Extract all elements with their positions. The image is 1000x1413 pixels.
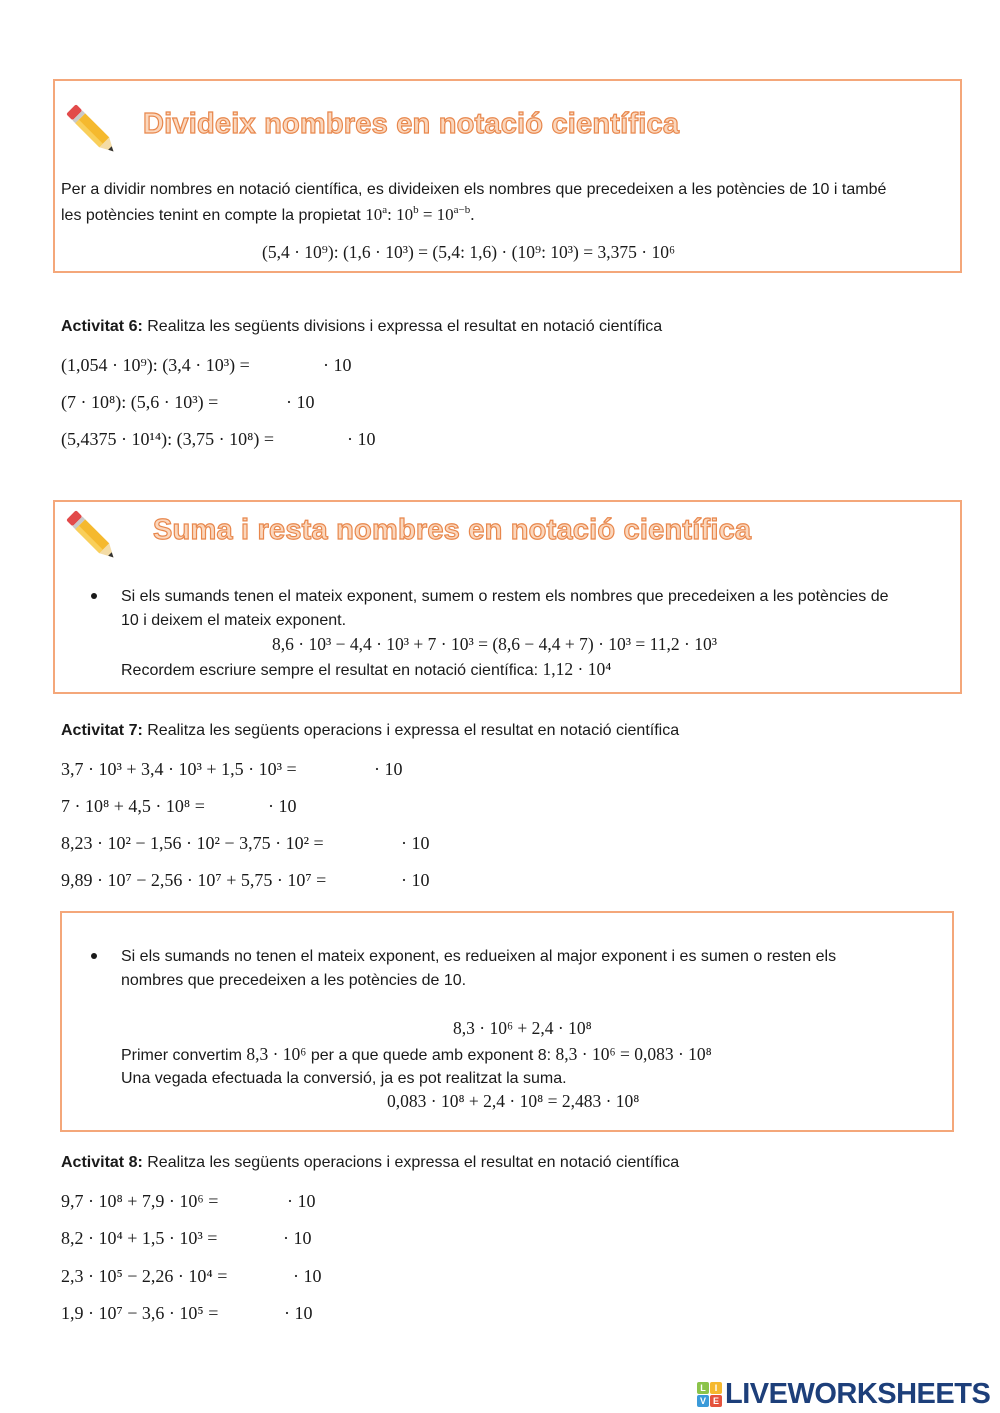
divide-text-line2-label: les potències tenint en compte la propietat bbox=[61, 207, 361, 224]
diff-example: 8,3 · 10⁶ + 2,4 · 10⁸ bbox=[453, 1018, 592, 1038]
diff-convert-result: 8,3 · 10⁶ = 0,083 · 10⁸ bbox=[555, 1044, 712, 1064]
activity8-exercise-2: 8,2 · 10⁴ + 1,5 · 10³ = bbox=[61, 1228, 218, 1248]
diff-bullet-line1: Si els sumands no tenen el mateix exponent, es redueixen al major exponent i es sumen o resten els bbox=[121, 948, 837, 965]
divide-text-line2 bbox=[61, 203, 475, 228]
divide-example: (5,4 · 10⁹): (1,6 · 10³) = (5,4: 1,6) · (10⁹: 10³) = 3,375 · 10⁶ bbox=[262, 242, 676, 262]
activity6-label: Activitat 6: bbox=[61, 318, 143, 335]
sum-reminder bbox=[121, 657, 611, 683]
activity7-exercise-1: 3,7 · 10³ + 3,4 · 10³ + 1,5 · 10³ = bbox=[61, 759, 297, 779]
sum-heading: Suma i resta nombres en notació científica bbox=[153, 514, 752, 546]
logo-cubes-icon bbox=[697, 1382, 722, 1407]
activity8-exercise-4: 1,9 · 10⁷ − 3,6 · 10⁵ = bbox=[61, 1303, 219, 1323]
logo-text: LIVEWORKSHEETS bbox=[725, 1378, 991, 1410]
diff-convert-line bbox=[121, 1042, 712, 1068]
diff-after-text: Una vegada efectuada la conversió, ja es pot realitzat la suma. bbox=[121, 1070, 567, 1087]
activity6-title bbox=[61, 318, 662, 336]
bullet-icon bbox=[91, 593, 97, 599]
activity6-instruction: Realitza les següents divisions i expressa el resultat en notació científica bbox=[147, 318, 663, 335]
activity8-title bbox=[61, 1154, 679, 1172]
activity7-instruction: Realitza les següents operacions i expressa el resultat en notació científica bbox=[147, 722, 680, 739]
sum-bullet-line2: 10 i deixem el mateix exponent. bbox=[121, 612, 347, 629]
activity8-answer-4[interactable]: · 10 bbox=[284, 1303, 313, 1323]
activity7-title bbox=[61, 722, 679, 740]
activity8-label: Activitat 8: bbox=[61, 1154, 143, 1171]
activity6-answer-2[interactable]: · 10 bbox=[286, 392, 315, 412]
activity7-exercise-3: 8,23 · 10² − 1,56 · 10² − 3,75 · 10² = bbox=[61, 833, 324, 853]
logo-cube-e: E bbox=[710, 1395, 722, 1407]
activity8-answer-1[interactable]: · 10 bbox=[287, 1191, 316, 1211]
activity6-exercise-2: (7 · 10⁸): (5,6 · 10³) = bbox=[61, 392, 219, 412]
diff-convert-value: 8,3 · 10⁶ bbox=[246, 1044, 307, 1064]
activity6-exercise-1: (1,054 · 10⁹): (3,4 · 10³) = bbox=[61, 355, 250, 375]
activity6-answer-3[interactable]: · 10 bbox=[347, 429, 376, 449]
activity7-answer-3[interactable]: · 10 bbox=[401, 833, 430, 853]
activity7-label: Activitat 7: bbox=[61, 722, 143, 739]
activity8-instruction: Realitza les següents operacions i expressa el resultat en notació científica bbox=[147, 1154, 680, 1171]
activity6-answer-1[interactable]: · 10 bbox=[323, 355, 352, 375]
activity7-answer-1[interactable]: · 10 bbox=[374, 759, 403, 779]
sum-reminder-text: Recordem escriure sempre el resultat en notació científica: bbox=[121, 662, 539, 679]
logo-cube-i: I bbox=[710, 1382, 722, 1394]
activity8-exercise-1: 9,7 · 10⁸ + 7,9 · 10⁶ = bbox=[61, 1191, 219, 1211]
sum-example: 8,6 · 10³ − 4,4 · 10³ + 7 · 10³ = (8,6 − 4,4 + 7) · 10³ = 11,2 · 10³ bbox=[272, 634, 717, 654]
sum-reminder-value: 1,12 · 10⁴ bbox=[542, 659, 612, 679]
diff-convert-text-b: per a que quede amb exponent 8: bbox=[310, 1047, 552, 1064]
logo-cube-l: L bbox=[697, 1382, 709, 1394]
activity8-answer-3[interactable]: · 10 bbox=[293, 1266, 322, 1286]
diff-result: 0,083 · 10⁸ + 2,4 · 10⁸ = 2,483 · 10⁸ bbox=[387, 1091, 640, 1111]
pencil-icon bbox=[62, 100, 124, 162]
divide-text-line1: Per a dividir nombres en notació científica, es divideixen els nombres que precedeixen a les potències de 10 i també bbox=[61, 181, 887, 198]
activity7-exercise-2: 7 · 10⁸ + 4,5 · 10⁸ = bbox=[61, 796, 205, 816]
divide-property-formula: 10$^a$: $10^b = 10^{a-b}$. bbox=[365, 204, 475, 224]
diff-bullet-line2: nombres que precedeixen a les potències de 10. bbox=[121, 972, 467, 989]
logo-cube-v: V bbox=[697, 1395, 709, 1407]
sum-bullet-line1: Si els sumands tenen el mateix exponent, sumem o restem els nombres que precedeixen a les potències de bbox=[121, 588, 889, 605]
bullet-icon bbox=[91, 953, 97, 959]
activity7-answer-4[interactable]: · 10 bbox=[401, 870, 430, 890]
diff-convert-text-a: Primer convertim bbox=[121, 1047, 242, 1064]
liveworksheets-logo[interactable] bbox=[697, 1378, 990, 1411]
activity7-answer-2[interactable]: · 10 bbox=[268, 796, 297, 816]
activity8-answer-2[interactable]: · 10 bbox=[283, 1228, 312, 1248]
activity7-exercise-4: 9,89 · 10⁷ − 2,56 · 10⁷ + 5,75 · 10⁷ = bbox=[61, 870, 327, 890]
divide-heading: Divideix nombres en notació científica bbox=[143, 108, 680, 140]
activity8-exercise-3: 2,3 · 10⁵ − 2,26 · 10⁴ = bbox=[61, 1266, 228, 1286]
pencil-icon bbox=[62, 506, 124, 568]
activity6-exercise-3: (5,4375 · 10¹⁴): (3,75 · 10⁸) = bbox=[61, 429, 275, 449]
